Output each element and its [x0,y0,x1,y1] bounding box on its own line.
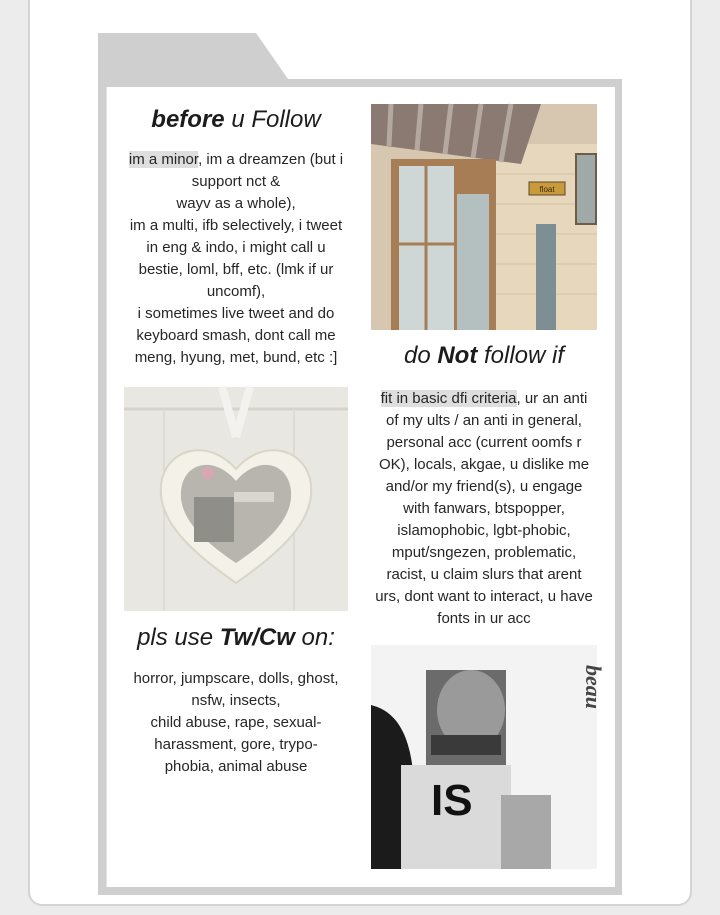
before-line: i sometimes live tweet and do [137,305,335,322]
tw-line: nsfw, insects, [191,692,281,709]
collage-text: beau [581,665,606,709]
heart-mirror-photo [124,387,348,611]
tw-line: child abuse, rape, sexual- [150,714,322,731]
dnf-line: fonts in ur acc [437,610,531,627]
dnf-line: racist, u claim slurs that arent [386,566,582,583]
collage-photo [371,645,606,869]
dnf-line-first: fit in basic dfi criteria, ur an anti [380,390,588,407]
before-heading-rest: u Follow [224,106,321,133]
cafe-storefront-photo [371,104,597,330]
before-lines [122,171,350,369]
before-line: im a multi, ifb selectively, i tweet [129,217,343,234]
tw-cw-heading: pls use Tw/Cw on: [137,624,335,651]
tw-line: phobia, animal abuse [164,758,308,775]
folder-tab [98,33,288,79]
minor-highlight: im a minor [128,151,199,168]
dnf-line: OK), locals, akgae, u dislike me [378,456,590,473]
before-line: wayv as a whole), [176,195,296,212]
before-line: bestie, loml, bff, etc. (lmk if ur [138,261,334,278]
before-line-first: im a minor, im a dreamzen (but i [128,151,344,168]
dnf-line: mput/sngezen, problematic, [391,544,577,561]
before-line: uncomf), [206,283,266,300]
before-line: keyboard smash, dont call me [136,327,336,344]
do-not-follow-heading: do Not follow if [403,342,565,369]
do-not-follow-text [369,388,599,630]
before-follow-heading [124,106,348,134]
cafe-sign: float [539,185,555,194]
before-follow-text [122,149,350,369]
dnf-line: and/or my friend(s), u engage [385,478,583,495]
collage-illustration [371,645,606,869]
dnf-line: of my ults / an anti in general, [386,412,582,429]
dfi-highlight: fit in basic dfi criteria [380,390,517,407]
collage-letters: IS [431,776,473,825]
dnf-line: with fanwars, btspopper, [403,500,565,517]
before-line: in eng & indo, i might call u [146,239,326,256]
tw-cw-bold: Tw/Cw [219,624,295,651]
dnf-line: islamophobic, lgbt-phobic, [397,522,571,539]
tw-cw-text [122,668,350,778]
mirror-illustration [124,387,348,611]
tw-line: horror, jumpscare, dolls, ghost, [133,670,339,687]
dnf-line: personal acc (current oomfs r [386,434,582,451]
tw-line: harassment, gore, trypo- [154,736,318,753]
before-line: meng, hyung, met, bund, etc :] [134,349,338,366]
before-line: support nct & [191,173,281,190]
cafe-illustration [371,104,597,330]
not-bold: Not [437,342,478,369]
dnf-lines [369,410,599,630]
before-heading-bold: before [151,106,225,133]
dnf-line: urs, dont want to interact, u have [375,588,593,605]
